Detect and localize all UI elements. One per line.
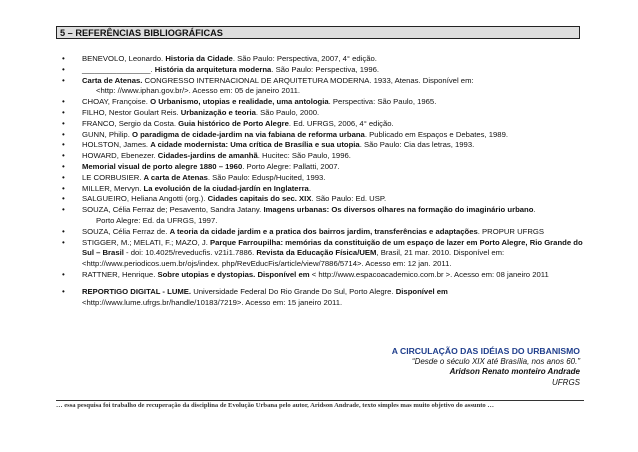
reference-text: . Ed. UFRGS, 2006, 4° edição.	[288, 118, 394, 128]
reference-text: Parque Farroupilha: memórias da constituição de um espaço de lazer em Porto Alegre, Rio Grande do Sul – Brasil	[82, 237, 583, 258]
bullet-icon: •	[62, 286, 65, 296]
reference-text: ________________.	[82, 64, 155, 74]
reference-item	[56, 162, 584, 173]
bullet-icon: •	[62, 183, 65, 193]
bullet-icon: •	[62, 161, 65, 171]
reference-text: HOWARD, Ebenezer.	[82, 151, 158, 161]
reference-text: O Urbanismo, utopias e realidade, uma antologia	[150, 97, 329, 107]
reference-item	[56, 76, 584, 98]
reference-text: Universidade Federal Do Rio Grande Do Sul, Porto Alegre.	[193, 286, 396, 296]
bullet-icon: •	[62, 269, 65, 279]
reference-text: FRANCO, Sergio da Costa.	[82, 118, 179, 128]
reference-text: La evolución de la ciudad-jardín en Inglaterra	[143, 183, 309, 193]
reference-text: Urbanização e teoria	[180, 107, 256, 117]
reference-text: MILLER, Mervyn.	[82, 183, 144, 193]
author-name: Aridson Renato monteiro Andrade	[449, 367, 580, 376]
bullet-icon: •	[62, 107, 65, 117]
document-title: A CIRCULAÇÃO DAS IDÉIAS DO URBANISMO	[391, 346, 580, 356]
reference-text: . São Paulo: Perspectiva, 1996.	[271, 64, 380, 74]
reference-item	[56, 140, 584, 151]
reference-text: Cidades-jardins de amanhã	[157, 151, 258, 161]
reference-item	[56, 65, 584, 76]
reference-text: BENEVOLO, Leonardo.	[82, 54, 166, 63]
reference-text: STIGGER, M.; MELATI, F.; MAZO, J.	[82, 237, 210, 247]
reference-text: . Publicado em Espaços e Debates, 1989.	[364, 129, 508, 139]
reference-text: GUNN, Philip.	[82, 129, 132, 139]
bullet-icon: •	[62, 64, 65, 74]
document-subtitle: “Desde o século XIX até Brasília, nos anos 60.”	[411, 356, 580, 366]
reference-text: Disponível em	[395, 286, 448, 296]
reference-text: <http://www.lume.ufrgs.br/handle/10183/7219>. Acesso em: 15 janeiro 2011.	[82, 297, 343, 307]
reference-item	[56, 194, 584, 205]
reference-text: < http://www.espacoacademico.com.br >. Acesso em: 08 janeiro 2011	[309, 269, 549, 279]
reference-item	[56, 97, 584, 108]
reference-text: História da arquitetura moderna	[154, 64, 272, 74]
reference-text: .	[308, 183, 311, 193]
bullet-icon: •	[62, 129, 65, 139]
reference-text: Cidades capitais do sec. XIX	[207, 194, 312, 204]
reference-text: O paradigma de cidade-jardim na via fabiana de reforma urbana	[131, 129, 365, 139]
reference-text: HOLSTON, James.	[82, 140, 151, 150]
reference-text: Guia histórico de Porto Alegre	[178, 118, 289, 128]
reference-text: CONGRESSO INTERNACIONAL DE ARQUITETURA MODERNA. 1933, Atenas. Disponível em:	[144, 75, 474, 85]
bullet-icon: •	[62, 140, 65, 150]
reference-text: LE CORBUSIER.	[82, 172, 144, 182]
footer-divider	[56, 400, 584, 401]
bullet-icon: •	[62, 194, 65, 204]
reference-item	[56, 205, 584, 227]
reference-text: A carta de Atenas	[143, 172, 208, 182]
reference-text: Historia da Cidade	[165, 54, 233, 63]
bullet-icon: •	[62, 226, 65, 236]
bullet-icon: •	[62, 97, 65, 107]
bullet-icon: •	[62, 118, 65, 128]
reference-text: . São Paulo: Ed. USP.	[311, 194, 387, 204]
reference-item	[56, 173, 584, 184]
reference-text: , Brasil, 21 mar. 2010. Disponível em: <http://www.periodicos.uem.br/ojs/index. php/RevEducFis/article/view/7886/5714>. Acesso em: 12 jan. 2011.	[82, 248, 505, 269]
reference-text: . PROPUR UFRGS	[477, 226, 544, 236]
institution: UFRGS	[552, 377, 580, 387]
reference-continuation: Porto Alegre: Ed. da UFRGS, 1997.	[96, 215, 218, 225]
reference-item	[56, 151, 584, 162]
reference-list	[56, 54, 584, 308]
reference-text: CHOAY, Françoise.	[82, 97, 151, 107]
reference-text: . São Paulo: Edusp/Hucited, 1993.	[207, 172, 326, 182]
reference-text: Revista da Educação Física/UEM	[256, 248, 377, 258]
reference-text: . São Paulo: Cia das letras, 1993.	[359, 140, 475, 150]
reference-text: . Perspectiva: São Paulo, 1965.	[328, 97, 437, 107]
reference-text: RATTNER, Henrique.	[82, 269, 158, 279]
reference-item	[56, 227, 584, 238]
reference-text: Imagens urbanas: Os diversos olhares na formação do imaginário urbano	[263, 205, 534, 215]
bullet-icon: •	[62, 237, 65, 247]
reference-text: SOUZA, Célia Ferraz de; Pesavento, Sandra Jatany.	[82, 205, 264, 215]
footer-note: … essa pesquisa foi trabalho de recuperação da disciplina de Evolução Urbana pelo autor, Aridson Andrade, texto simples mas muito objetivo do assunto …	[56, 402, 494, 409]
reference-item	[56, 184, 584, 195]
reference-item	[56, 54, 584, 65]
bullet-icon: •	[62, 54, 65, 63]
reference-text: Carta de Atenas.	[82, 75, 145, 85]
reference-text: . São Paulo: Perspectiva, 2007, 4° edição.	[232, 54, 377, 63]
reference-text: . Hucitec: São Paulo, 1996.	[257, 151, 351, 161]
reference-text: .	[533, 205, 536, 215]
reference-item	[56, 108, 584, 119]
reference-item	[56, 238, 584, 270]
reference-item	[56, 119, 584, 130]
reference-text: SOUZA, Célia Ferraz de.	[82, 226, 170, 236]
bullet-icon: •	[62, 205, 65, 215]
section-heading: 5 – REFERÊNCIAS BIBLIOGRÁFICAS	[56, 26, 580, 39]
reference-item	[56, 270, 584, 281]
reference-item	[56, 287, 584, 309]
reference-text: Sobre utopias e dystopias. Disponível em	[157, 269, 310, 279]
reference-text: Memorial visual de porto alegre 1880 – 1960	[82, 161, 243, 171]
reference-text: - doi: 10.4025/reveducfis. v21i1.7886.	[123, 248, 257, 258]
document-title-block	[392, 346, 580, 388]
reference-text: A cidade modernista: Uma crítica de Brasília e sua utopia	[150, 140, 360, 150]
reference-text: SALGUEIRO, Heliana Angotti (org.).	[82, 194, 208, 204]
reference-text: . São Paulo, 2000.	[255, 107, 320, 117]
reference-item	[56, 130, 584, 141]
bullet-icon: •	[62, 172, 65, 182]
bullet-icon: •	[62, 151, 65, 161]
reference-continuation: <http: //www.iphan.gov.br/>. Acesso em: 05 de janeiro 2011.	[96, 86, 300, 96]
reference-text: . Porto Alegre: Pallatti, 2007.	[242, 161, 340, 171]
bullet-icon: •	[62, 75, 65, 85]
reference-text: A teoria da cidade jardim e a pratica dos bairros jardim, transferências e adaptações	[169, 226, 478, 236]
reference-text: REPORTIGO DIGITAL - LUME.	[82, 286, 194, 296]
reference-text: FILHO, Nestor Goulart Reis.	[82, 107, 181, 117]
